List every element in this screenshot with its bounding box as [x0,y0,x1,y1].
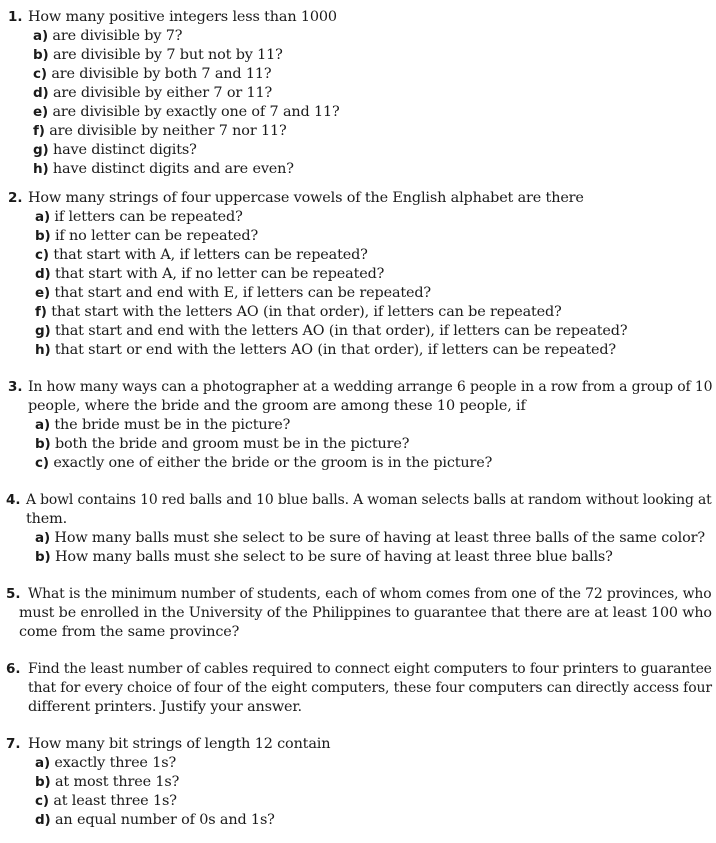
sub-item-label: h) [35,342,51,358]
sub-item-d [35,811,275,830]
sub-item-b [35,548,613,567]
sub-item-b [33,46,283,65]
sub-item-label: e) [35,285,51,301]
sub-item-text: that start and end with the letters AO (in that order), if letters can be repeated? [54,323,628,339]
question-line: What is the minimum number of students, each of whom comes from one of the 72 provinces, who [28,586,712,602]
sub-item-label: c) [35,793,49,809]
sub-item-label: d) [35,266,51,282]
problem-number: 4. [6,492,21,508]
sub-item-label: a) [35,755,50,771]
question-line: people, where the bride and the groom are among these 10 people, if [28,398,526,414]
sub-item-text: if no letter can be repeated? [54,228,259,244]
sub-item-d [33,84,272,103]
sub-item-label: b) [35,436,51,452]
question-line: must be enrolled in the University of the Philippines to guarantee that there are at least 100 who [19,605,712,621]
sub-item-text: are divisible by neither 7 nor 11? [49,123,287,139]
sub-item-label: b) [35,549,51,565]
sub-item-label: c) [35,247,49,263]
sub-item-text: have distinct digits and are even? [52,161,294,177]
sub-item-g [35,322,627,341]
sub-item-text: are divisible by exactly one of 7 and 11? [52,104,340,120]
sub-item-b [35,435,409,454]
sub-item-d [35,265,384,284]
sub-item-label: d) [33,85,49,101]
sub-item-a [33,27,182,46]
sub-item-text: are divisible by 7 but not by 11? [52,47,283,63]
question-line: How many bit strings of length 12 contain [28,736,331,752]
sub-item-text: are divisible by either 7 or 11? [52,85,273,101]
sub-item-label: f) [33,123,45,139]
sub-item-f [33,122,287,141]
problem-number: 1. [8,9,23,25]
problem-number: 7. [6,736,21,752]
sub-item-text: if letters can be repeated? [54,209,243,225]
sub-item-text: at most three 1s? [54,774,180,790]
sub-item-label: d) [35,812,51,828]
sub-item-c [35,792,177,811]
sub-item-text: are divisible by 7? [52,28,183,44]
sub-item-text: the bride must be in the picture? [54,417,291,433]
sub-item-label: c) [35,455,49,471]
sub-item-label: f) [35,304,47,320]
sub-item-text: that start or end with the letters AO (in that order), if letters can be repeated? [54,342,616,358]
sub-item-c [35,454,492,473]
sub-item-b [35,227,258,246]
sub-item-a [35,754,176,773]
question-line: A bowl contains 10 red balls and 10 blue balls. A woman selects balls at random without looking at [26,492,712,508]
question-line: different printers. Justify your answer. [28,699,302,715]
sub-item-text: have distinct digits? [52,142,197,158]
sub-item-label: a) [33,28,48,44]
sub-item-label: h) [33,161,49,177]
sub-item-text: that start with A, if letters can be repeated? [53,247,368,263]
sub-item-c [33,65,271,84]
question-line: Find the least number of cables required to connect eight computers to four printers to guarantee [28,661,712,677]
sub-item-text: both the bride and groom must be in the picture? [54,436,410,452]
sub-item-e [33,103,340,122]
sub-item-g [33,141,197,160]
sub-item-label: b) [35,774,51,790]
question-line: How many strings of four uppercase vowels of the English alphabet are there [28,190,584,206]
sub-item-a [35,416,290,435]
sub-item-f [35,303,562,322]
sub-item-text: How many balls must she select to be sure of having at least three balls of the same color? [54,530,705,546]
sub-item-label: a) [35,530,50,546]
sub-item-text: How many balls must she select to be sure of having at least three blue balls? [54,549,613,565]
sub-item-label: e) [33,104,49,120]
sub-item-label: b) [33,47,49,63]
sub-item-b [35,773,179,792]
sub-item-text: exactly three 1s? [54,755,177,771]
question-line: that for every choice of four of the eight computers, these four computers can directly access four [28,680,712,696]
sub-item-label: a) [35,417,50,433]
sub-item-label: b) [35,228,51,244]
problem-number: 6. [6,661,21,677]
sub-item-label: c) [33,66,47,82]
sub-item-a [35,208,243,227]
sub-item-text: that start and end with E, if letters can be repeated? [54,285,432,301]
sub-item-e [35,284,431,303]
sub-item-label: g) [33,142,49,158]
sub-item-text: an equal number of 0s and 1s? [54,812,275,828]
problem-number: 2. [8,190,23,206]
question-line: them. [26,511,68,527]
sub-item-text: at least three 1s? [53,793,177,809]
sub-item-a [35,529,705,548]
problem-number: 5. [6,586,21,602]
problem-number: 3. [8,379,23,395]
sub-item-text: that start with the letters AO (in that order), if letters can be repeated? [51,304,562,320]
sub-item-c [35,246,368,265]
sub-item-label: a) [35,209,50,225]
question-line: In how many ways can a photographer at a wedding arrange 6 people in a row from a group of 10 [28,379,713,395]
sub-item-h [35,341,616,360]
question-line: How many positive integers less than 1000 [28,9,337,25]
question-line: come from the same province? [19,624,240,640]
sub-item-label: g) [35,323,51,339]
sub-item-text: exactly one of either the bride or the groom is in the picture? [53,455,493,471]
sub-item-text: that start with A, if no letter can be repeated? [54,266,385,282]
sub-item-text: are divisible by both 7 and 11? [51,66,272,82]
sub-item-h [33,160,294,179]
